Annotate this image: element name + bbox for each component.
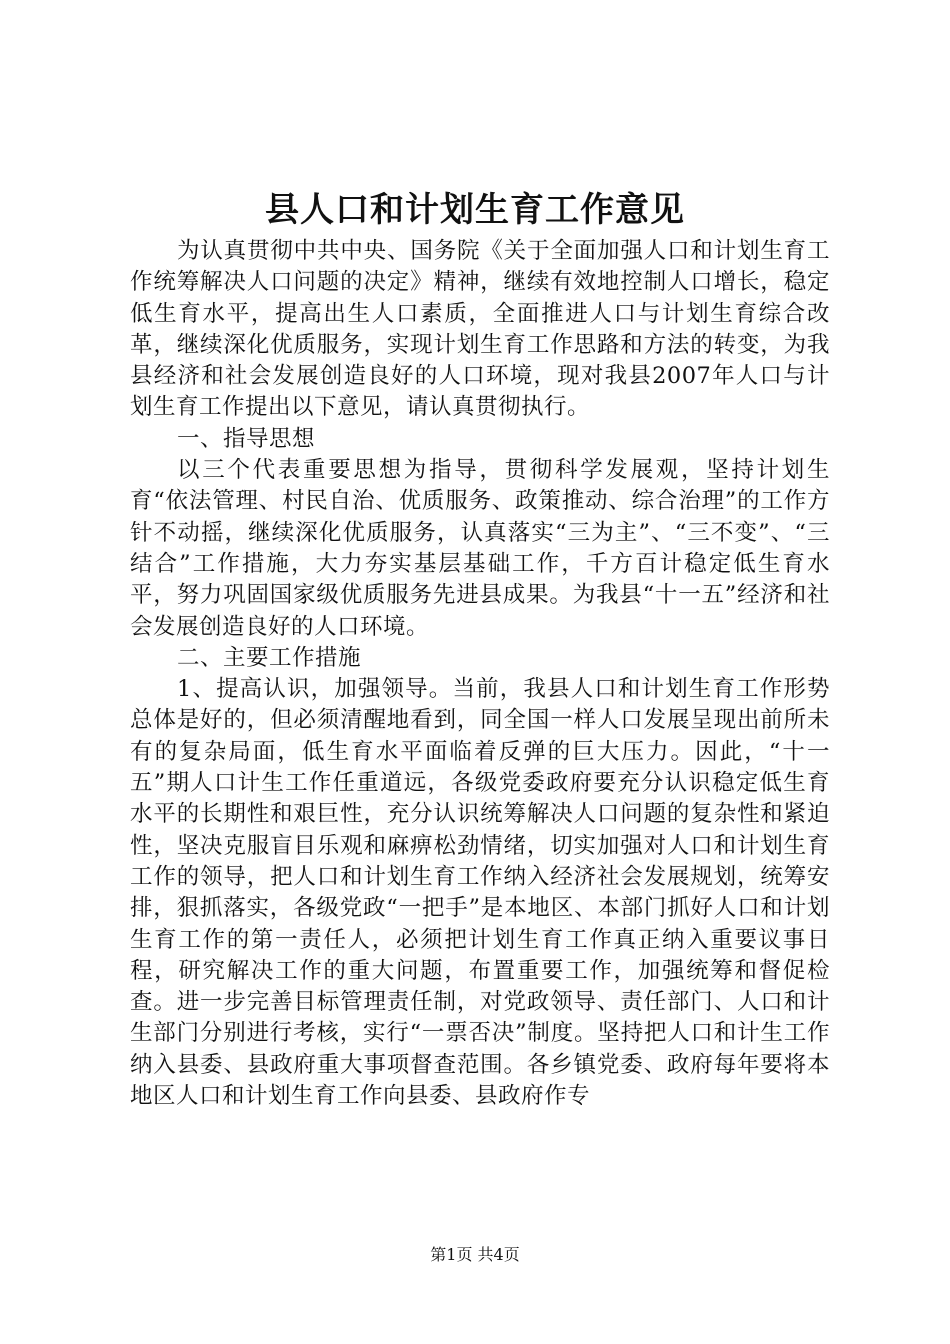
section-heading-guiding-ideology: 一、指导思想 <box>177 425 316 452</box>
guiding-ideology-paragraph: 以三个代表重要思想为指导，贯彻科学发展观，坚持计划生育“依法管理、村民自治、优质服务、政策推动、综合治理”的工作方针不动摇，继续深化优质服务，认真落实“三为主”、“三不变”、“三结合”工作措施，大力夯实基层基础工作，千方百计稳定低生育水平，努力巩固国家级优质服务先进县成果。为我县“十一五”经济和社会发展创造良好的人口环境。 <box>130 457 830 640</box>
intro-paragraph: 为认真贯彻中共中央、国务院《关于全面加强人口和计划生育工作统筹解决人口问题的决定》精神，继续有效地控制人口增长，稳定低生育水平，提高出生人口素质，全面推进人口与计划生育综合改革，继续深化优质服务，实现计划生育工作思路和方法的转变，为我县经济和社会发展创造良好的人口环境，现对我县2007年人口与计划生育工作提出以下意见，请认真贯彻执行。 <box>130 238 830 421</box>
measure-1-paragraph: 1、提高认识，加强领导。当前，我县人口和计划生育工作形势总体是好的，但必须清醒地看到，同全国一样人口发展呈现出前所未有的复杂局面，低生育水平面临着反弹的巨大压力。因此，“十一五”期人口计生工作任重道远，各级党委政府要充分认识稳定低生育水平的长期性和艰巨性，充分认识统筹解决人口问题的复杂性和紧迫性，坚决克服盲目乐观和麻痹松劲情绪，切实加强对人口和计划生育工作的领导，把人口和计划生育工作纳入经济社会发展规划，统筹安排，狠抓落实，各级党政“一把手”是本地区、本部门抓好人口和计划生育工作的第一责任人，必须把计划生育工作真正纳入重要议事日程，研究解决工作的重大问题，布置重要工作，加强统筹和督促检查。进一步完善目标管理责任制，对党政领导、责任部门、人口和计生部门分别进行考核，实行“一票否决”制度。坚持把人口和计生工作纳入县委、县政府重大事项督查范围。各乡镇党委、政府每年要将本地区人口和计划生育工作向县委、县政府作专 <box>130 676 830 1110</box>
section-heading-main-measures: 二、主要工作措施 <box>177 644 362 671</box>
document-title: 县人口和计划生育工作意见 <box>265 190 685 230</box>
page-number-footer: 第1页 共4页 <box>430 1245 520 1264</box>
document-body <box>130 236 830 1112</box>
